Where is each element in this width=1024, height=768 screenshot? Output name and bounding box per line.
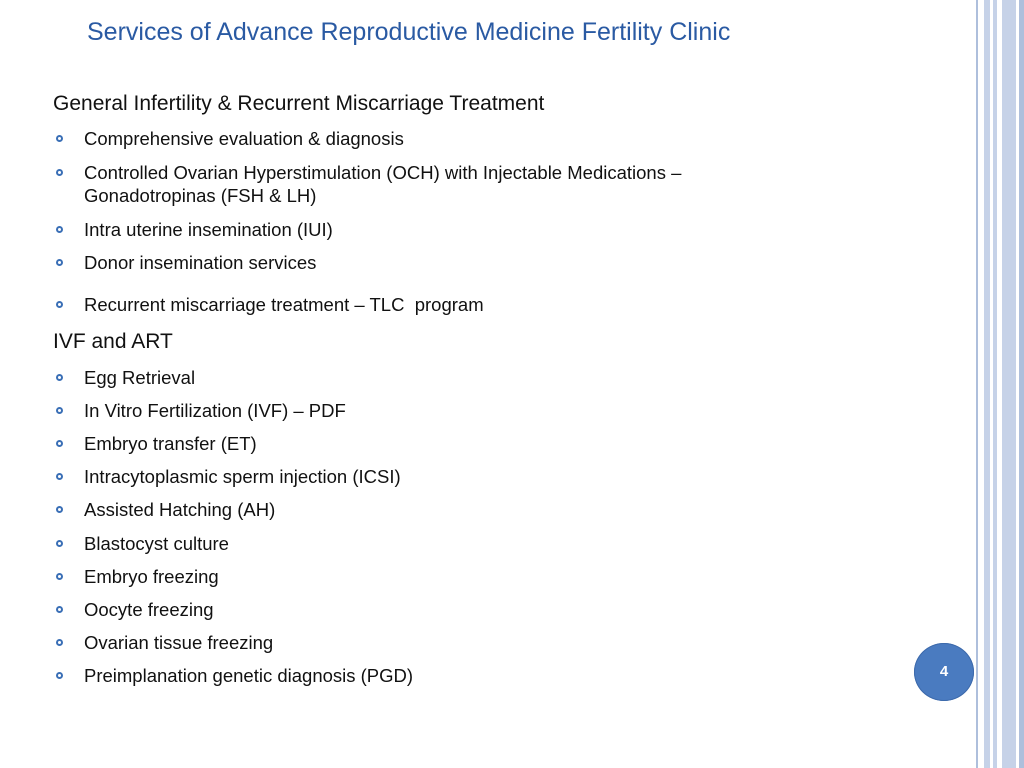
slide-title: Services of Advance Reproductive Medicine Fertility Clinic — [87, 18, 731, 46]
bullet-icon — [56, 169, 63, 176]
bullet-icon — [56, 606, 63, 613]
bullet-icon — [56, 301, 63, 308]
list-item: Preimplanation genetic diagnosis (PGD) — [84, 665, 414, 686]
border-line — [1019, 0, 1024, 768]
bullet-icon — [56, 473, 63, 480]
page-number-badge: 4 — [914, 643, 974, 701]
list-item: Intra uterine insemination (IUI) — [84, 219, 333, 240]
list-item: Blastocyst culture — [84, 533, 229, 554]
list-item: Assisted Hatching (AH) — [84, 499, 276, 520]
list-item: Embryo freezing — [84, 566, 219, 587]
bullet-icon — [56, 259, 63, 266]
list-item: Recurrent miscarriage treatment – TLC program — [84, 294, 484, 315]
list-item: Intracytoplasmic sperm injection (ICSI) — [84, 466, 401, 487]
list-item: Controlled Ovarian Hyperstimulation (OCH) with Injectable Medications – — [84, 162, 682, 183]
bullet-icon — [56, 506, 63, 513]
bullet-icon — [56, 672, 63, 679]
bullet-icon — [56, 374, 63, 381]
border-band — [984, 0, 990, 768]
bullet-icon — [56, 440, 63, 447]
bullet-icon — [56, 540, 63, 547]
list-item: Egg Retrieval — [84, 367, 196, 388]
border-line — [976, 0, 978, 768]
section-heading-ivf: IVF and ART — [53, 330, 173, 353]
border-band — [993, 0, 997, 768]
bullet-icon — [56, 226, 63, 233]
section-heading-infertility: General Infertility & Recurrent Miscarriage Treatment — [53, 92, 545, 115]
bullet-icon — [56, 639, 63, 646]
bullet-icon — [56, 407, 63, 414]
list-item: Embryo transfer (ET) — [84, 433, 257, 454]
list-item: Ovarian tissue freezing — [84, 632, 274, 653]
bullet-icon — [56, 135, 63, 142]
list-item: Donor insemination services — [84, 252, 317, 273]
list-item: In Vitro Fertilization (IVF) – PDF — [84, 400, 346, 421]
bullet-icon — [56, 573, 63, 580]
list-item-continuation: Gonadotropinas (FSH & LH) — [84, 185, 317, 206]
list-item: Oocyte freezing — [84, 599, 214, 620]
list-item: Comprehensive evaluation & diagnosis — [84, 128, 404, 149]
border-band — [1002, 0, 1016, 768]
